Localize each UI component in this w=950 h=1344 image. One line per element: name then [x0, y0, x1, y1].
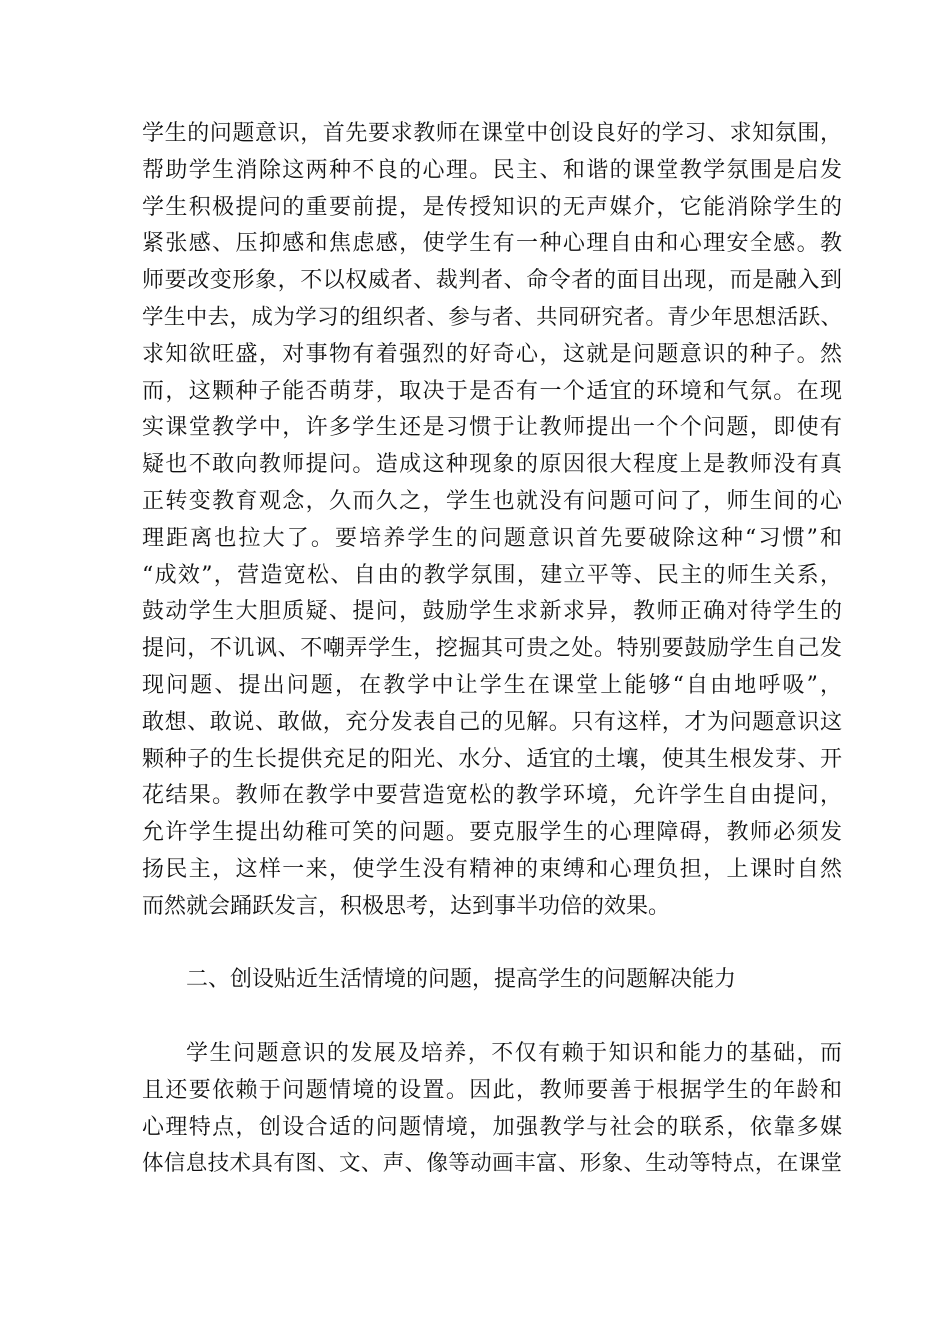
paragraph-1-line-20: 允许学生提出幼稚可笑的问题。要克服学生的心理障碍，教师必须发: [142, 820, 842, 846]
paragraph-1-line-22: 而然就会踊跃发言，积极思考，达到事半功倍的效果。: [142, 893, 671, 919]
paragraph-1-line-11: 正转变教育观念，久而久之，学生也就没有问题可问了，师生间的心: [142, 488, 842, 514]
paragraph-1-line-8: 而，这颗种子能否萌芽，取决于是否有一个适宜的环境和气氛。在现: [142, 378, 842, 404]
paragraph-1-line-3: 学生积极提问的重要前提，是传授知识的无声媒介，它能消除学生的: [142, 194, 842, 220]
paragraph-1-line-10: 疑也不敢向教师提问。造成这种现象的原因很大程度上是教师没有真: [142, 452, 842, 478]
section-heading: 二、创设贴近生活情境的问题，提高学生的问题解决能力: [186, 967, 737, 993]
paragraph-1-line-16: 现问题、提出问题，在教学中让学生在课堂上能够“自由地呼吸”，: [142, 672, 842, 698]
paragraph-1-line-7: 求知欲旺盛，对事物有着强烈的好奇心，这就是问题意识的种子。然: [142, 341, 842, 367]
paragraph-2-line-3: 心理特点，创设合适的问题情境，加强教学与社会的联系，依靠多媒: [142, 1114, 842, 1140]
paragraph-2-line-1: 学生问题意识的发展及培养，不仅有赖于知识和能力的基础，而: [186, 1040, 842, 1066]
paragraph-1-line-2: 帮助学生消除这两种不良的心理。民主、和谐的课堂教学氛围是启发: [142, 157, 842, 183]
paragraph-1-line-19: 花结果。教师在教学中要营造宽松的教学环境，允许学生自由提问，: [142, 783, 842, 809]
paragraph-1-line-15: 提问，不讥讽、不嘲弄学生，挖掘其可贵之处。特别要鼓励学生自己发: [142, 636, 842, 662]
paragraph-1-line-17: 敢想、敢说、敢做，充分发表自己的见解。只有这样，才为问题意识这: [142, 709, 842, 735]
paragraph-1-line-21: 扬民主，这样一来，使学生没有精神的束缚和心理负担，上课时自然: [142, 856, 842, 882]
paragraph-1-line-6: 学生中去，成为学习的组织者、参与者、共同研究者。青少年思想活跃、: [142, 304, 842, 330]
spacer: [142, 926, 842, 963]
paragraph-1-line-5: 师要改变形象，不以权威者、裁判者、命令者的面目出现，而是融入到: [142, 268, 842, 294]
paragraph-1-line-9: 实课堂教学中，许多学生还是习惯于让教师提出一个个问题，即使有: [142, 415, 842, 441]
paragraph-1-line-1: 学生的问题意识，首先要求教师在课堂中创设良好的学习、求知氛围，: [142, 121, 842, 146]
spacer: [142, 999, 842, 1036]
paragraph-1-line-12: 理距离也拉大了。要培养学生的问题意识首先要破除这种“习惯”和: [142, 525, 842, 551]
paragraph-2-line-2: 且还要依赖于问题情境的设置。因此，教师要善于根据学生的年龄和: [142, 1077, 842, 1103]
paragraph-1-line-4: 紧张感、压抑感和焦虑感，使学生有一种心理自由和心理安全感。教: [142, 231, 842, 257]
body-text: [142, 116, 842, 1183]
paragraph-1-line-13: “成效”，营造宽松、自由的教学氛围，建立平等、民主的师生关系，: [142, 562, 842, 588]
paragraph-1-line-18: 颗种子的生长提供充足的阳光、水分、适宜的土壤，使其生根发芽、开: [142, 746, 842, 772]
paragraph-2-line-4: 体信息技术具有图、文、声、像等动画丰富、形象、生动等特点，在课堂: [142, 1151, 842, 1177]
paragraph-1-line-14: 鼓动学生大胆质疑、提问，鼓励学生求新求异，教师正确对待学生的: [142, 599, 842, 625]
